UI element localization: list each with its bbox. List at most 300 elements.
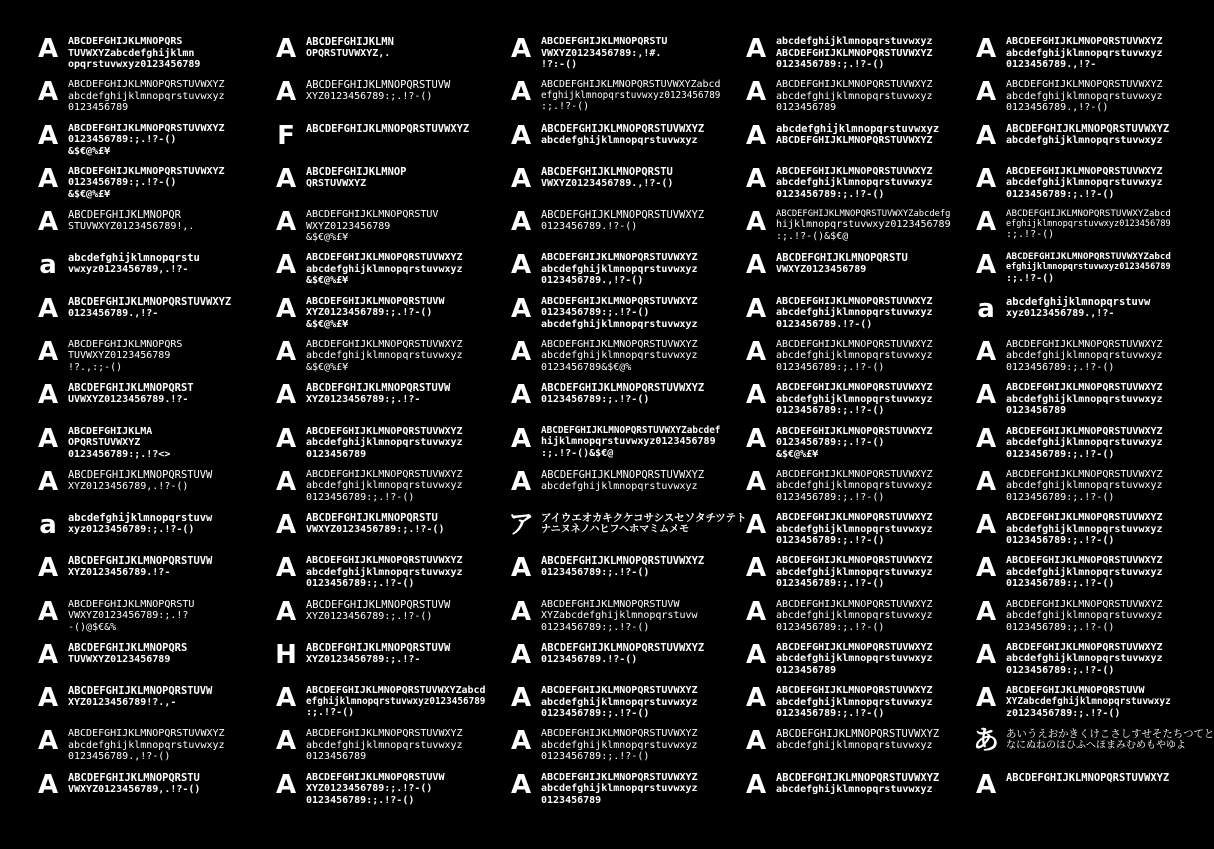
font-specimen	[32, 293, 247, 324]
specimen-sample-line: ABCDEFGHIJKLMNOPQRS	[68, 36, 183, 47]
specimen-sample-line: 0123456789.,!?-()	[1006, 102, 1109, 114]
specimen-sample-lines	[306, 642, 491, 666]
specimen-sample-line: ABCDEFGHIJKLMNOPQRSTUVWXYZabcdefg	[776, 209, 951, 220]
specimen-sample-line: abcdefghijklmnopqrstuvwxyz	[306, 350, 463, 362]
font-specimen	[505, 553, 730, 584]
specimen-glyph	[505, 683, 537, 714]
specimen-glyph-char: A	[975, 250, 997, 281]
specimen-glyph	[32, 769, 64, 800]
specimen-sample-line: 0123456789:;.!?-()	[1006, 361, 1115, 373]
font-specimen	[505, 293, 730, 331]
specimen-glyph	[970, 250, 1002, 281]
specimen-sample-lines	[776, 123, 956, 147]
font-specimen	[270, 336, 495, 374]
specimen-glyph	[970, 639, 1002, 670]
specimen-sample-line: abcdefghijklmnopqrstuvwxyz	[306, 739, 463, 751]
specimen-glyph	[505, 250, 537, 281]
specimen-sample-line: QRSTUVWXYZ	[306, 177, 367, 189]
specimen-glyph	[505, 510, 537, 541]
specimen-glyph-char: A	[37, 553, 59, 584]
font-specimen	[740, 163, 960, 201]
specimen-sample-line: ABCDEFGHIJKLMNOPQRSTUVWXYZ	[776, 685, 933, 697]
specimen-sample-line: abcdefghijklmnopqrstuvwxyz	[306, 480, 463, 492]
specimen-sample-line: &$€@%£¥	[68, 188, 111, 200]
specimen-glyph	[740, 207, 772, 238]
specimen-sample-line: &$€@%£¥	[306, 361, 349, 373]
specimen-sample-line: ABCDEFGHIJKLMNOPQRS	[68, 338, 183, 350]
specimen-sample-lines	[68, 555, 243, 579]
specimen-sample-lines	[68, 426, 243, 461]
specimen-sample-line: OPQRSTUVWXYZ,.	[306, 48, 391, 59]
specimen-sample-lines	[306, 555, 491, 590]
specimen-sample-line: ABCDEFGHIJKLMNOPQRSTUVWXYZ	[776, 134, 933, 146]
font-specimen	[740, 726, 960, 757]
font-specimen	[970, 555, 1180, 590]
font-specimen	[970, 726, 1214, 757]
specimen-glyph-char: A	[275, 769, 297, 800]
specimen-sample-line: ABCDEFGHIJKLMNOPQRSTUVWXYZ	[306, 252, 463, 264]
specimen-glyph	[740, 726, 772, 757]
specimen-sample-line: ABCDEFGHIJKLMNOPQRSTUVWXYZ	[306, 425, 463, 437]
font-specimen	[32, 639, 247, 670]
specimen-sample-line: XYZabcdefghijklmnopqrstuvw	[541, 610, 698, 622]
specimen-sample-lines	[68, 685, 243, 709]
specimen-sample-line: ABCDEFGHIJKLMNOPQRSTUVWXYZ	[1006, 382, 1163, 394]
font-specimen	[32, 683, 247, 714]
specimen-glyph	[32, 510, 64, 541]
specimen-glyph-char: A	[745, 510, 767, 541]
specimen-sample-lines	[306, 772, 491, 807]
specimen-sample-lines	[541, 339, 726, 374]
specimen-sample-line: abcdefghijklmnopqrstuvwxyz	[1006, 523, 1163, 535]
specimen-sample-line: XYZ0123456789!?.,-	[68, 697, 177, 709]
specimen-glyph	[32, 77, 64, 108]
specimen-sample-line: abcdefghijklmnopqrstuvwxyz	[1006, 653, 1163, 665]
specimen-glyph	[505, 120, 537, 151]
specimen-sample-lines	[68, 339, 243, 374]
specimen-sample-lines	[541, 123, 726, 147]
specimen-sample-line: XYZ0123456789.!?-	[68, 567, 171, 579]
font-specimen	[740, 512, 960, 547]
specimen-glyph-char: A	[745, 726, 767, 757]
specimen-sample-line: 0123456789:;.!?-()	[1006, 621, 1115, 633]
font-specimen	[270, 36, 495, 62]
specimen-sample-line: 0123456789:;.!?-()	[306, 491, 415, 503]
specimen-glyph-char: A	[275, 683, 297, 714]
specimen-sample-line: 0123456789	[1006, 405, 1067, 417]
specimen-glyph	[970, 380, 1002, 411]
font-specimen	[970, 685, 1180, 719]
specimen-sample-lines	[541, 728, 726, 763]
specimen-sample-line: 0123456789:;.!?-()	[776, 621, 885, 633]
font-specimen	[270, 639, 495, 670]
specimen-glyph-char: A	[275, 163, 297, 194]
specimen-sample-line: xyz0123456789.,!?-	[1006, 307, 1115, 319]
specimen-glyph	[970, 207, 1002, 238]
specimen-glyph	[505, 380, 537, 411]
specimen-sample-lines	[541, 512, 747, 536]
specimen-glyph-char: A	[37, 293, 59, 324]
specimen-sample-lines	[1006, 382, 1176, 417]
specimen-sample-line: ABCDEFGHIJKLMNOPQRSTUVW	[541, 598, 680, 610]
specimen-glyph-char: A	[510, 293, 532, 324]
specimen-glyph	[970, 769, 1002, 800]
specimen-sample-lines	[541, 469, 726, 493]
specimen-sample-line: ABCDEFGHIJKLMNOPQRSTUVWXYZabcd	[1006, 252, 1171, 263]
specimen-sample-line: ABCDEFGHIJKLMNOPQRSTUVWXYZ	[776, 771, 940, 784]
specimen-sample-line: ABCDEFGHIJKLMNOPQRSTUVWXYZ	[776, 47, 933, 59]
specimen-glyph	[270, 639, 302, 670]
specimen-sample-lines	[776, 512, 956, 547]
specimen-sample-line: 0123456789	[776, 102, 837, 114]
specimen-sample-lines	[541, 209, 726, 233]
specimen-glyph-char: A	[510, 553, 532, 584]
specimen-sample-line: abcdefghijklmnopqrstuvwxyz	[776, 696, 933, 708]
specimen-glyph	[505, 596, 537, 627]
specimen-sample-lines	[776, 166, 956, 201]
specimen-sample-line: :;.!?-()	[1006, 272, 1055, 284]
specimen-sample-line: ABCDEFGHIJKLMNOPQRSTUVW	[306, 295, 445, 307]
specimen-glyph	[270, 726, 302, 757]
specimen-glyph	[740, 380, 772, 411]
specimen-glyph	[740, 293, 772, 324]
specimen-sample-line: 0123456789:;.!?-()	[776, 437, 885, 448]
font-specimen	[970, 252, 1180, 284]
specimen-sample-lines	[306, 512, 491, 536]
specimen-sample-lines	[776, 252, 956, 276]
specimen-glyph	[970, 553, 1002, 584]
font-specimen	[970, 466, 1180, 504]
specimen-sample-line: ABCDEFGHIJKLMNOPQRSTUVWXYZ	[541, 555, 705, 568]
specimen-glyph	[740, 596, 772, 627]
specimen-glyph	[740, 769, 772, 800]
specimen-sample-line: abcdefghijklmnopqrstuvwxyz	[68, 90, 225, 102]
font-specimen	[740, 596, 960, 634]
specimen-sample-line: ABCDEFGHIJKLMNOPQRSTUVWXYZ	[776, 382, 933, 394]
specimen-sample-lines	[306, 252, 491, 287]
specimen-sample-line: 0123456789:;.!?-()	[1006, 664, 1115, 676]
font-specimen	[270, 596, 495, 627]
font-specimen	[505, 510, 747, 541]
specimen-sample-line: abcdefghijklmnopqrstuvwxyz	[776, 36, 933, 47]
specimen-sample-line: efghijklmnopqrstuvwxyz0123456789	[1006, 218, 1171, 229]
font-specimen	[740, 423, 960, 461]
specimen-glyph-char: A	[745, 250, 767, 281]
specimen-glyph	[32, 36, 64, 62]
specimen-sample-line: ABCDEFGHIJKLMNOPQRSTUVWXYZ	[1006, 641, 1163, 653]
font-specimen	[270, 510, 495, 541]
specimen-glyph-char: ア	[507, 510, 534, 541]
specimen-glyph	[505, 207, 537, 238]
specimen-glyph-char: A	[745, 769, 767, 800]
font-specimen	[740, 466, 960, 504]
specimen-sample-line: &$€@%£¥	[68, 145, 111, 157]
font-specimen	[505, 163, 730, 194]
font-specimen	[32, 79, 247, 114]
specimen-sample-lines	[1006, 772, 1176, 784]
specimen-sample-line: XYZ0123456789:;.!?-	[306, 653, 421, 665]
specimen-glyph-char: A	[510, 34, 532, 64]
specimen-glyph-char: A	[975, 207, 997, 238]
specimen-sample-line: ABCDEFGHIJKLMNOPQRSTUVWXYZ	[541, 338, 698, 350]
specimen-glyph-char: A	[745, 423, 767, 454]
specimen-sample-lines	[306, 79, 491, 103]
specimen-glyph-char: A	[510, 163, 532, 194]
specimen-sample-lines	[776, 685, 956, 720]
specimen-glyph	[32, 423, 64, 454]
specimen-glyph-char: A	[745, 207, 767, 238]
specimen-sample-line: :;.!?-()	[306, 707, 355, 719]
specimen-sample-lines	[541, 685, 726, 720]
specimen-glyph	[740, 36, 772, 62]
specimen-sample-line: XYZ0123456789:;.!?-()	[306, 610, 433, 622]
specimen-glyph-char: a	[39, 510, 57, 541]
specimen-sample-lines	[776, 728, 956, 752]
specimen-glyph	[970, 293, 1002, 324]
specimen-glyph-char: A	[975, 466, 997, 497]
specimen-glyph-char: A	[745, 77, 767, 108]
font-specimen	[32, 36, 247, 71]
specimen-sample-line: ABCDEFGHIJKLMNOPQRSTUVWXYZ	[541, 468, 705, 481]
specimen-glyph-char: A	[275, 726, 297, 757]
specimen-sample-line: XYZ0123456789:;.!?-()	[306, 307, 433, 319]
specimen-glyph	[32, 683, 64, 714]
specimen-sample-lines	[1006, 512, 1176, 547]
specimen-sample-line: あいうえおかきくけこさしすせそたちつてと	[1006, 728, 1214, 741]
specimen-sample-line: abcdefghijklmnopqrstuvwxyz	[541, 739, 698, 751]
specimen-sample-line: 0123456789.,!?-	[68, 307, 159, 319]
font-specimen	[970, 336, 1180, 374]
specimen-sample-line: ABCDEFGHIJKLMNOPQRSTUVWXYZ	[68, 165, 225, 177]
specimen-sample-line: 0123456789.!?-()	[776, 318, 873, 330]
specimen-glyph-char: A	[745, 380, 767, 411]
specimen-sample-lines	[68, 252, 243, 276]
specimen-sample-line: なにぬねのはひふへほまみむめもやゆよ	[1006, 740, 1186, 752]
specimen-sample-line: ABCDEFGHIJKLMNOPQRSTUVWXYZ	[541, 209, 705, 222]
specimen-sample-line: XYZ0123456789:;.!?-()	[306, 91, 433, 103]
specimen-sample-line: ABCDEFGHIJKLMNOPQRSTUVWXYZ	[68, 295, 232, 308]
specimen-sample-line: ABCDEFGHIJKLMNOPQRSTUVWXYZ	[306, 728, 463, 740]
specimen-glyph-char: A	[975, 683, 997, 714]
specimen-glyph-char: A	[510, 683, 532, 714]
specimen-sample-lines	[776, 555, 956, 590]
specimen-sample-line: ABCDEFGHIJKLMNOPQRSTUVWXYZ	[776, 555, 933, 567]
specimen-sample-line: abcdefghijklmnopqrstuvwxyz	[776, 653, 933, 665]
specimen-sample-line: ABCDEFGHIJKLMNOPQRSTUVWXYZ	[1006, 425, 1163, 437]
specimen-sample-line: 0123456789	[68, 102, 129, 114]
specimen-glyph	[505, 726, 537, 757]
specimen-glyph-char: A	[275, 77, 297, 108]
specimen-sample-line: hijklmnopqrstuvwxyz0123456789	[776, 219, 951, 231]
font-specimen	[970, 293, 1180, 324]
font-specimen	[505, 380, 730, 411]
specimen-sample-lines	[68, 79, 243, 114]
specimen-sample-lines	[306, 123, 491, 135]
specimen-glyph	[32, 207, 64, 238]
specimen-sample-line: ABCDEFGHIJKLMNOPQRSTUVWXYZ	[1006, 122, 1170, 135]
specimen-sample-line: 0123456789:;.!?-()	[1006, 188, 1115, 200]
specimen-sample-line: abcdefghijklmnopqrstuvwxyz	[541, 696, 698, 708]
specimen-sample-line: abcdefghijklmnopqrstuvwxyz	[776, 523, 933, 535]
specimen-sample-line: VWXYZ0123456789:,!#.	[541, 47, 662, 59]
specimen-sample-line: 0123456789:;.!?-()	[541, 751, 650, 763]
specimen-glyph	[270, 380, 302, 411]
specimen-glyph-char: A	[975, 510, 997, 541]
specimen-sample-line: 0123456789:;.!?-()	[306, 578, 415, 590]
specimen-sample-lines	[68, 296, 243, 320]
specimen-glyph	[970, 726, 1002, 757]
specimen-glyph-char: A	[745, 120, 767, 151]
specimen-glyph-char: A	[510, 77, 532, 108]
specimen-sample-line: abcdefghijklmnopqrstuvwxyz	[776, 177, 933, 189]
font-specimen	[505, 596, 730, 634]
specimen-glyph-char: H	[275, 639, 297, 670]
specimen-sample-line: XYZ0123456789,.!?-()	[68, 480, 189, 492]
font-specimen	[505, 423, 730, 460]
specimen-glyph-char: A	[745, 163, 767, 194]
font-specimen	[505, 466, 730, 497]
specimen-sample-line: 0123456789:;.!?-()	[541, 567, 650, 579]
specimen-sample-lines	[541, 426, 726, 460]
specimen-glyph	[970, 36, 1002, 62]
font-specimen	[270, 423, 495, 461]
font-specimen	[32, 466, 247, 497]
specimen-sample-line: efghijklmnopqrstuvwxyz0123456789	[1006, 261, 1171, 272]
specimen-sample-lines	[68, 382, 243, 406]
specimen-glyph-char: A	[275, 207, 297, 238]
specimen-glyph	[32, 596, 64, 627]
specimen-sample-line: &$€@%£¥	[306, 275, 349, 287]
specimen-sample-line: ABCDEFGHIJKLMNOPQRSTU	[306, 512, 438, 525]
specimen-glyph	[740, 639, 772, 670]
font-specimen	[740, 79, 960, 114]
specimen-sample-line: ABCDEFGHIJKLMNOPQRSTUVWXYZ	[776, 728, 940, 741]
font-specimen	[505, 79, 730, 113]
specimen-glyph-char: A	[37, 639, 59, 670]
specimen-glyph	[970, 510, 1002, 541]
specimen-sample-lines	[68, 642, 243, 666]
specimen-sample-line: &$€@%£¥	[776, 448, 819, 460]
font-specimen	[970, 382, 1180, 417]
specimen-sample-line: :;.!?-()&$€@	[541, 447, 614, 459]
specimen-sample-line: :;.!?-()&$€@	[776, 230, 849, 242]
specimen-sample-lines	[1006, 642, 1176, 677]
specimen-sample-line: ABCDEFGHIJKLMNOPQRSTUVWXYZ	[68, 728, 225, 740]
specimen-glyph	[970, 77, 1002, 108]
specimen-glyph	[270, 423, 302, 454]
font-specimen	[970, 423, 1180, 461]
specimen-sample-line: ABCDEFGHIJKLMNOPQRST	[68, 382, 194, 395]
specimen-glyph	[505, 769, 537, 800]
specimen-glyph-char: A	[510, 380, 532, 411]
specimen-glyph-char: A	[275, 34, 297, 64]
specimen-sample-lines	[1006, 36, 1176, 71]
font-specimen	[740, 382, 960, 417]
specimen-sample-line: ABCDEFGHIJKLMNOPQRSTUVWXYZ	[776, 512, 933, 524]
font-specimen	[740, 685, 960, 720]
specimen-sample-lines	[776, 599, 956, 634]
specimen-glyph-char: A	[275, 510, 297, 541]
specimen-glyph-char: A	[975, 336, 997, 367]
specimen-glyph	[505, 77, 537, 108]
specimen-sample-line: ナニヌネノハヒフヘホマミムメモ	[541, 524, 690, 536]
specimen-glyph	[32, 639, 64, 670]
specimen-sample-lines	[306, 685, 491, 719]
specimen-sample-line: XYZ0123456789:;.!?-	[306, 394, 421, 406]
specimen-glyph	[970, 596, 1002, 627]
specimen-sample-lines	[776, 426, 956, 461]
specimen-sample-line: ABCDEFGHIJKLMNOPQRSTUVWXYZ	[541, 295, 698, 307]
specimen-sample-line: ABCDEFGHIJKLMNOPQRSTUVWXYZ	[541, 771, 698, 783]
specimen-sample-line: abcdefghijklmnopqrstuvwxyz	[541, 350, 698, 362]
specimen-glyph	[740, 77, 772, 108]
specimen-sample-line: 0123456789:;.!?-()	[306, 794, 415, 806]
specimen-sample-lines	[776, 79, 956, 114]
specimen-sample-lines	[1006, 685, 1176, 719]
specimen-glyph-char: A	[275, 423, 297, 454]
specimen-sample-line: WXYZ0123456789	[306, 220, 391, 232]
specimen-sample-lines	[68, 772, 243, 796]
specimen-sample-line: abcdefghijklmnopqrstuvwxyz	[1006, 566, 1163, 578]
specimen-sample-line: ABCDEFGHIJKLMNOPQRSTUVWXYZ	[1006, 598, 1163, 610]
specimen-glyph	[270, 250, 302, 281]
specimen-sample-line: efghijklmnopqrstuvwxyz0123456789	[306, 695, 486, 707]
specimen-sample-lines	[306, 339, 491, 374]
specimen-sample-line: ABCDEFGHIJKLMA	[68, 425, 153, 437]
specimen-sample-line: ABCDEFGHIJKLMNOPQRSTUVWXYZ	[306, 122, 470, 135]
specimen-sample-line: abcdefghijklmnopqrstuvwxyz	[776, 393, 933, 405]
specimen-glyph-char: A	[37, 336, 59, 367]
specimen-sample-line: 0123456789:;.!?-()	[776, 188, 885, 200]
specimen-sample-line: abcdefghijklmnopqrstuvwxyz	[776, 783, 933, 795]
font-specimen	[740, 209, 960, 242]
specimen-glyph-char: A	[275, 466, 297, 497]
font-specimen	[270, 120, 495, 151]
specimen-sample-lines	[306, 426, 491, 461]
specimen-sample-line: 0123456789:;.!?-()	[541, 621, 650, 633]
specimen-glyph-char: F	[277, 120, 295, 151]
specimen-sample-lines	[776, 209, 956, 242]
specimen-glyph-char: A	[37, 163, 59, 194]
specimen-sample-line: TUVWXYZabcdefghijklmn	[68, 47, 195, 59]
font-specimen	[32, 596, 247, 634]
specimen-glyph	[740, 336, 772, 367]
specimen-glyph-char: A	[745, 466, 767, 497]
specimen-glyph	[740, 510, 772, 541]
font-specimen	[970, 596, 1180, 634]
font-specimen	[970, 639, 1180, 677]
specimen-sample-line: OPQRSTUVWXYZ	[68, 437, 141, 448]
specimen-glyph-char: a	[39, 250, 57, 281]
specimen-sample-line: ABCDEFGHIJKLMNOPQRSTUVW	[306, 79, 451, 92]
specimen-sample-line: abcdefghijklmnopqrstuvwxyz	[1006, 134, 1163, 146]
specimen-sample-lines	[1006, 728, 1214, 752]
specimen-sample-line: ABCDEFGHIJKLMNOPQRSTUVW	[68, 468, 213, 481]
specimen-glyph-char: A	[975, 596, 997, 627]
specimen-sample-lines	[68, 512, 243, 536]
specimen-sample-line: 0123456789	[776, 664, 837, 676]
specimen-glyph-char: A	[745, 683, 767, 714]
specimen-sample-line: 0123456789:;.!?-()	[541, 708, 650, 720]
specimen-glyph	[32, 553, 64, 584]
specimen-sample-line: abcdefghijklmnopqrstuvwxyz	[306, 263, 463, 275]
font-specimen	[505, 336, 730, 374]
specimen-glyph-char: A	[510, 769, 532, 800]
specimen-sample-line: !?:-()	[541, 59, 578, 70]
specimen-sample-line: abcdefghijklmnopqrstuvwxyz	[776, 350, 933, 362]
specimen-glyph	[32, 336, 64, 367]
specimen-glyph-char: A	[275, 336, 297, 367]
